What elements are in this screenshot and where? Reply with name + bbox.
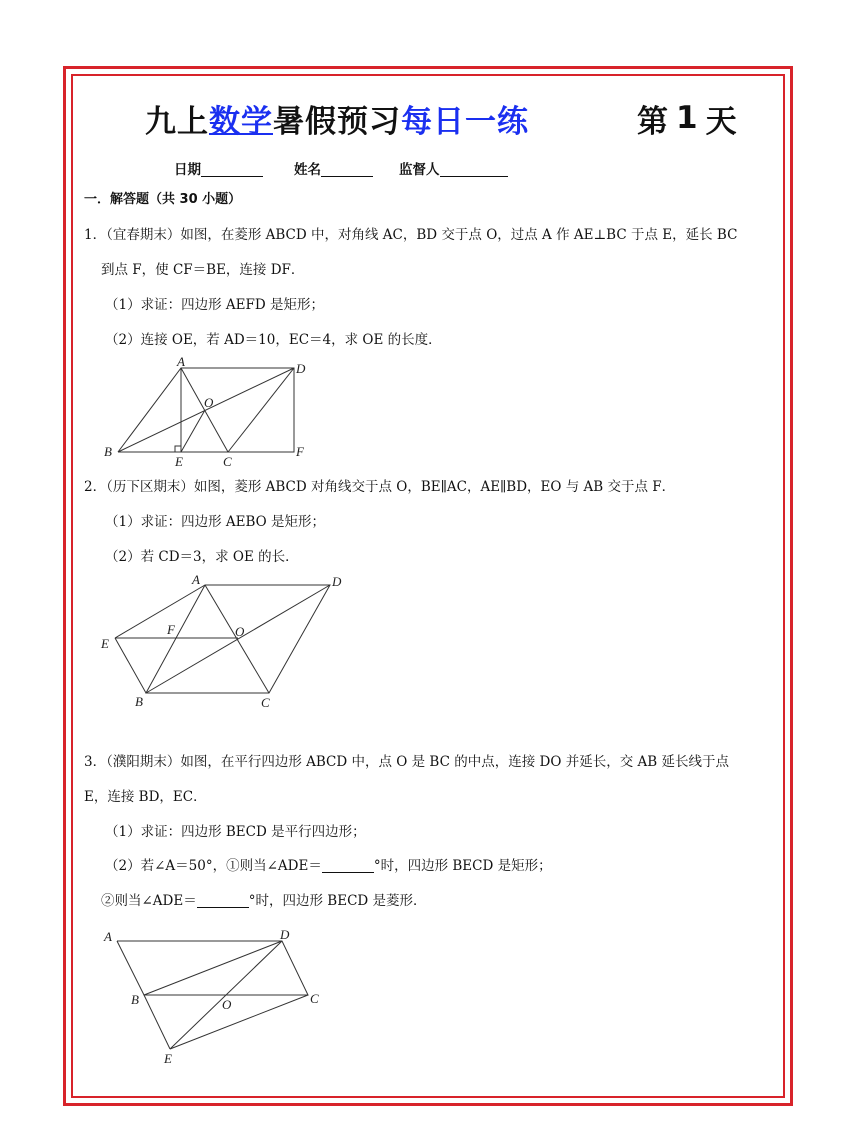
fig2-label-a: A bbox=[192, 572, 200, 587]
problem3-blank1[interactable] bbox=[322, 858, 374, 873]
fig3-label-c: C bbox=[310, 991, 319, 1006]
fig2-be bbox=[115, 638, 146, 693]
name-blank[interactable] bbox=[321, 162, 373, 177]
fig2-ae bbox=[115, 585, 205, 638]
fig1-label-c: C bbox=[223, 454, 232, 469]
day-label: 第 bbox=[637, 103, 668, 140]
page-title bbox=[145, 96, 529, 140]
date-field bbox=[174, 158, 263, 178]
problem3-blank2[interactable] bbox=[197, 893, 249, 908]
fig2-label-d: D bbox=[332, 574, 342, 589]
problem3-part1: （1）求证：四边形 BECD 是平行四边形； bbox=[105, 824, 366, 840]
day-indicator bbox=[637, 96, 745, 140]
title-part4: 每日一练 bbox=[401, 103, 529, 140]
fig1-label-a: A bbox=[177, 355, 185, 369]
fig3-label-e: E bbox=[164, 1051, 172, 1066]
problem2-part2: （2）若 CD＝3，求 OE 的长． bbox=[105, 549, 299, 565]
fig1-right-angle bbox=[175, 446, 181, 452]
name-field bbox=[294, 158, 373, 178]
problem1-figure bbox=[100, 355, 320, 470]
figure3-lines bbox=[117, 941, 308, 1049]
problem1-line1: 1．（宜春期末）如图，在菱形 ABCD 中，对角线 AC，BD 交于点 O，过点 A 作 AE⊥BC 于点 E，延长 BC bbox=[84, 227, 738, 243]
fig2-label-f: F bbox=[167, 622, 175, 637]
fig2-label-c: C bbox=[261, 695, 270, 710]
fig1-label-f: F bbox=[296, 444, 304, 459]
problem2-line1: 2．（历下区期末）如图，菱形 ABCD 对角线交于点 O，BE∥AC，AE∥BD，EO 与 AB 交于点 F． bbox=[84, 479, 676, 495]
fig1-label-o: O bbox=[204, 395, 214, 410]
fig2-bd bbox=[146, 585, 330, 693]
fig3-label-o: O bbox=[222, 997, 232, 1012]
problem2-part1: （1）求证：四边形 AEBO 是矩形； bbox=[105, 514, 326, 530]
fig3-label-b: B bbox=[131, 992, 139, 1007]
problem1-part2: （2）连接 OE，若 AD＝10，EC＝4，求 OE 的长度． bbox=[105, 332, 442, 348]
problem3-part3-pre: ②则当∠ADE＝ bbox=[101, 893, 197, 909]
title-part2: 数学 bbox=[209, 103, 273, 140]
supervisor-label: 监督人 bbox=[399, 162, 440, 178]
section-title: 一．解答题（共 30 小题） bbox=[84, 192, 242, 207]
fig3-label-d: D bbox=[280, 927, 290, 942]
fig3-be bbox=[144, 995, 170, 1049]
supervisor-field bbox=[399, 158, 508, 178]
date-label: 日期 bbox=[174, 162, 201, 178]
fig3-ec bbox=[170, 995, 308, 1049]
supervisor-blank[interactable] bbox=[440, 162, 508, 177]
problem3-line2: E，连接 BD，EC． bbox=[84, 789, 207, 805]
figure1-lines bbox=[118, 368, 294, 452]
problem1-line2: 到点 F，使 CF＝BE，连接 DF． bbox=[101, 262, 305, 278]
problem3-figure bbox=[100, 925, 330, 1070]
problem3-part2-pre: （2）若∠A＝50°，①则当∠ADE＝ bbox=[105, 858, 322, 874]
name-label: 姓名 bbox=[294, 162, 321, 178]
day-unit: 天 bbox=[705, 103, 737, 140]
fig1-cd bbox=[228, 368, 294, 452]
problem1-part1: （1）求证：四边形 AEFD 是矩形； bbox=[105, 297, 324, 313]
problem2-figure bbox=[95, 570, 355, 715]
problem3-part2 bbox=[105, 857, 552, 875]
fig2-label-b: B bbox=[135, 694, 143, 709]
fig2-label-o: O bbox=[235, 624, 245, 639]
figure2-lines bbox=[115, 585, 330, 693]
problem3-part2-post: °时，四边形 BECD 是矩形； bbox=[373, 858, 552, 874]
fig3-label-a: A bbox=[104, 929, 112, 944]
fig1-label-b: B bbox=[104, 444, 112, 459]
problem3-line1: 3．（濮阳期末）如图，在平行四边形 ABCD 中，点 O 是 BC 的中点，连接 DO 并延长，交 AB 延长线于点 bbox=[84, 754, 729, 770]
fig3-bd bbox=[144, 941, 282, 995]
problem3-part3 bbox=[101, 892, 427, 910]
title-part1: 九上 bbox=[145, 103, 209, 140]
title-part3: 暑假预习 bbox=[273, 103, 401, 140]
date-blank[interactable] bbox=[201, 162, 263, 177]
problem3-part3-post: °时，四边形 BECD 是菱形． bbox=[248, 893, 427, 909]
fig1-bd bbox=[118, 368, 294, 452]
fig1-label-d: D bbox=[296, 361, 306, 376]
fig2-label-e: E bbox=[101, 636, 109, 651]
day-number: 1 bbox=[676, 100, 698, 136]
fig2-ac bbox=[205, 585, 269, 693]
fig1-label-e: E bbox=[175, 454, 183, 469]
